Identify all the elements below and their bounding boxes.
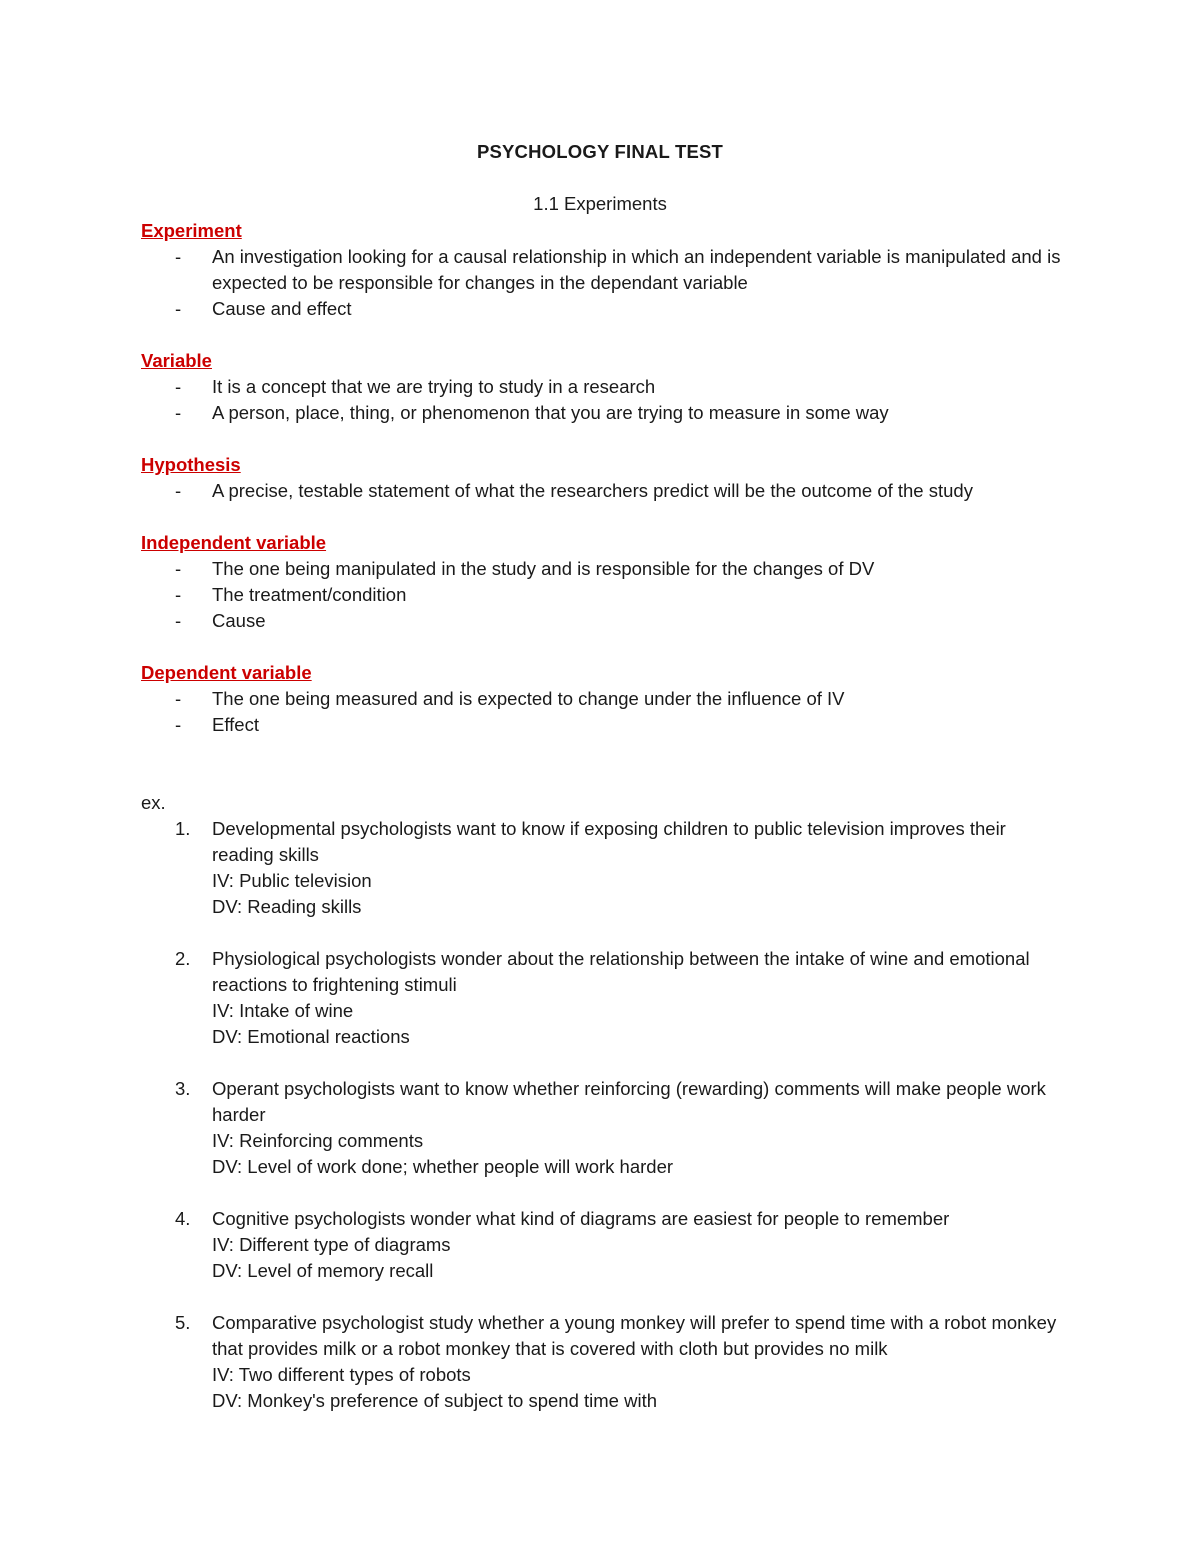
term-heading-experiment: Experiment [141,220,242,241]
definition-text: A precise, testable statement of what the researchers predict will be the outcome of the study [212,480,973,501]
definition-list-experiment [141,244,1071,322]
example-item [141,946,1071,1050]
spacer [141,634,1071,660]
spacer [141,1180,1071,1206]
dash-bullet: - [175,610,182,631]
examples-label: ex. [141,792,166,813]
example-question: Operant psychologists want to know whether reinforcing (rewarding) comments will make people work harder [212,1078,1046,1125]
example-question: Physiological psychologists wonder about the relationship between the intake of wine and emotional reactions to frightening stimuli [212,948,1030,995]
example-dv: DV: Reading skills [212,896,362,917]
spacer [141,1284,1071,1310]
definition-item [141,582,1071,608]
document-title: PSYCHOLOGY FINAL TEST [476,141,724,162]
example-item [141,1206,1071,1284]
definition-item [141,478,1071,504]
example-question: Developmental psychologists want to know if exposing children to public television improves their reading skills [212,818,1006,865]
dash-bullet: - [175,714,182,735]
example-item [141,816,1071,920]
definition-text: Cause [212,610,266,631]
spacer [141,322,1071,348]
definition-text: Cause and effect [212,298,352,319]
example-number: 3. [175,1078,191,1099]
example-number: 2. [175,948,191,969]
section-subtitle: 1.1 Experiments [533,193,667,214]
examples-list [141,816,1071,1414]
example-number: 1. [175,818,191,839]
spacer [141,504,1071,530]
definition-text: Effect [212,714,259,735]
dash-bullet: - [175,480,182,501]
spacer [141,764,1071,790]
spacer [141,1050,1071,1076]
dash-bullet: - [175,402,182,423]
spacer [141,738,1071,764]
definition-text: The one being measured and is expected to change under the influence of IV [212,688,845,709]
definition-list-independent-variable [141,556,1071,634]
example-iv: IV: Intake of wine [212,1000,354,1021]
dash-bullet: - [175,246,182,267]
definition-item [141,712,1071,738]
definition-list-variable [141,374,1071,426]
dash-bullet: - [175,584,182,605]
definition-text: It is a concept that we are trying to study in a research [212,376,656,397]
example-item [141,1076,1071,1180]
term-heading-variable: Variable [141,350,212,371]
example-number: 5. [175,1312,191,1333]
example-number: 4. [175,1208,191,1229]
term-heading-independent-variable: Independent variable [141,532,327,553]
example-dv: DV: Level of memory recall [212,1260,434,1281]
definition-list-hypothesis [141,478,1071,504]
definition-item [141,400,1071,426]
term-heading-hypothesis: Hypothesis [141,454,241,475]
definition-text: The one being manipulated in the study and is responsible for the changes of DV [212,558,875,579]
dash-bullet: - [175,298,182,319]
dash-bullet: - [175,558,182,579]
dash-bullet: - [175,688,182,709]
definition-text: A person, place, thing, or phenomenon that you are trying to measure in some way [212,402,889,423]
definition-item [141,244,1071,296]
dash-bullet: - [175,376,182,397]
example-iv: IV: Different type of diagrams [212,1234,451,1255]
example-iv: IV: Two different types of robots [212,1364,471,1385]
example-dv: DV: Level of work done; whether people will work harder [212,1156,674,1177]
definition-text: The treatment/condition [212,584,407,605]
definition-text: An investigation looking for a causal relationship in which an independent variable is manipulated and is expected to be responsible for changes in the dependant variable [212,246,1061,293]
example-iv: IV: Public television [212,870,372,891]
example-question: Comparative psychologist study whether a young monkey will prefer to spend time with a robot monkey that provides milk or a robot monkey that is covered with cloth but provides no milk [212,1312,1057,1359]
term-heading-dependent-variable: Dependent variable [141,662,312,683]
definition-item [141,556,1071,582]
example-dv: DV: Monkey's preference of subject to spend time with [212,1390,658,1411]
definition-item [141,608,1071,634]
definition-item [141,686,1071,712]
definition-item [141,296,1071,322]
definition-item [141,374,1071,400]
example-item [141,1310,1071,1414]
example-iv: IV: Reinforcing comments [212,1130,424,1151]
example-question: Cognitive psychologists wonder what kind of diagrams are easiest for people to remember [212,1208,950,1229]
document-body [141,218,1071,1414]
spacer [141,920,1071,946]
example-dv: DV: Emotional reactions [212,1026,410,1047]
spacer [141,426,1071,452]
definition-list-dependent-variable [141,686,1071,738]
